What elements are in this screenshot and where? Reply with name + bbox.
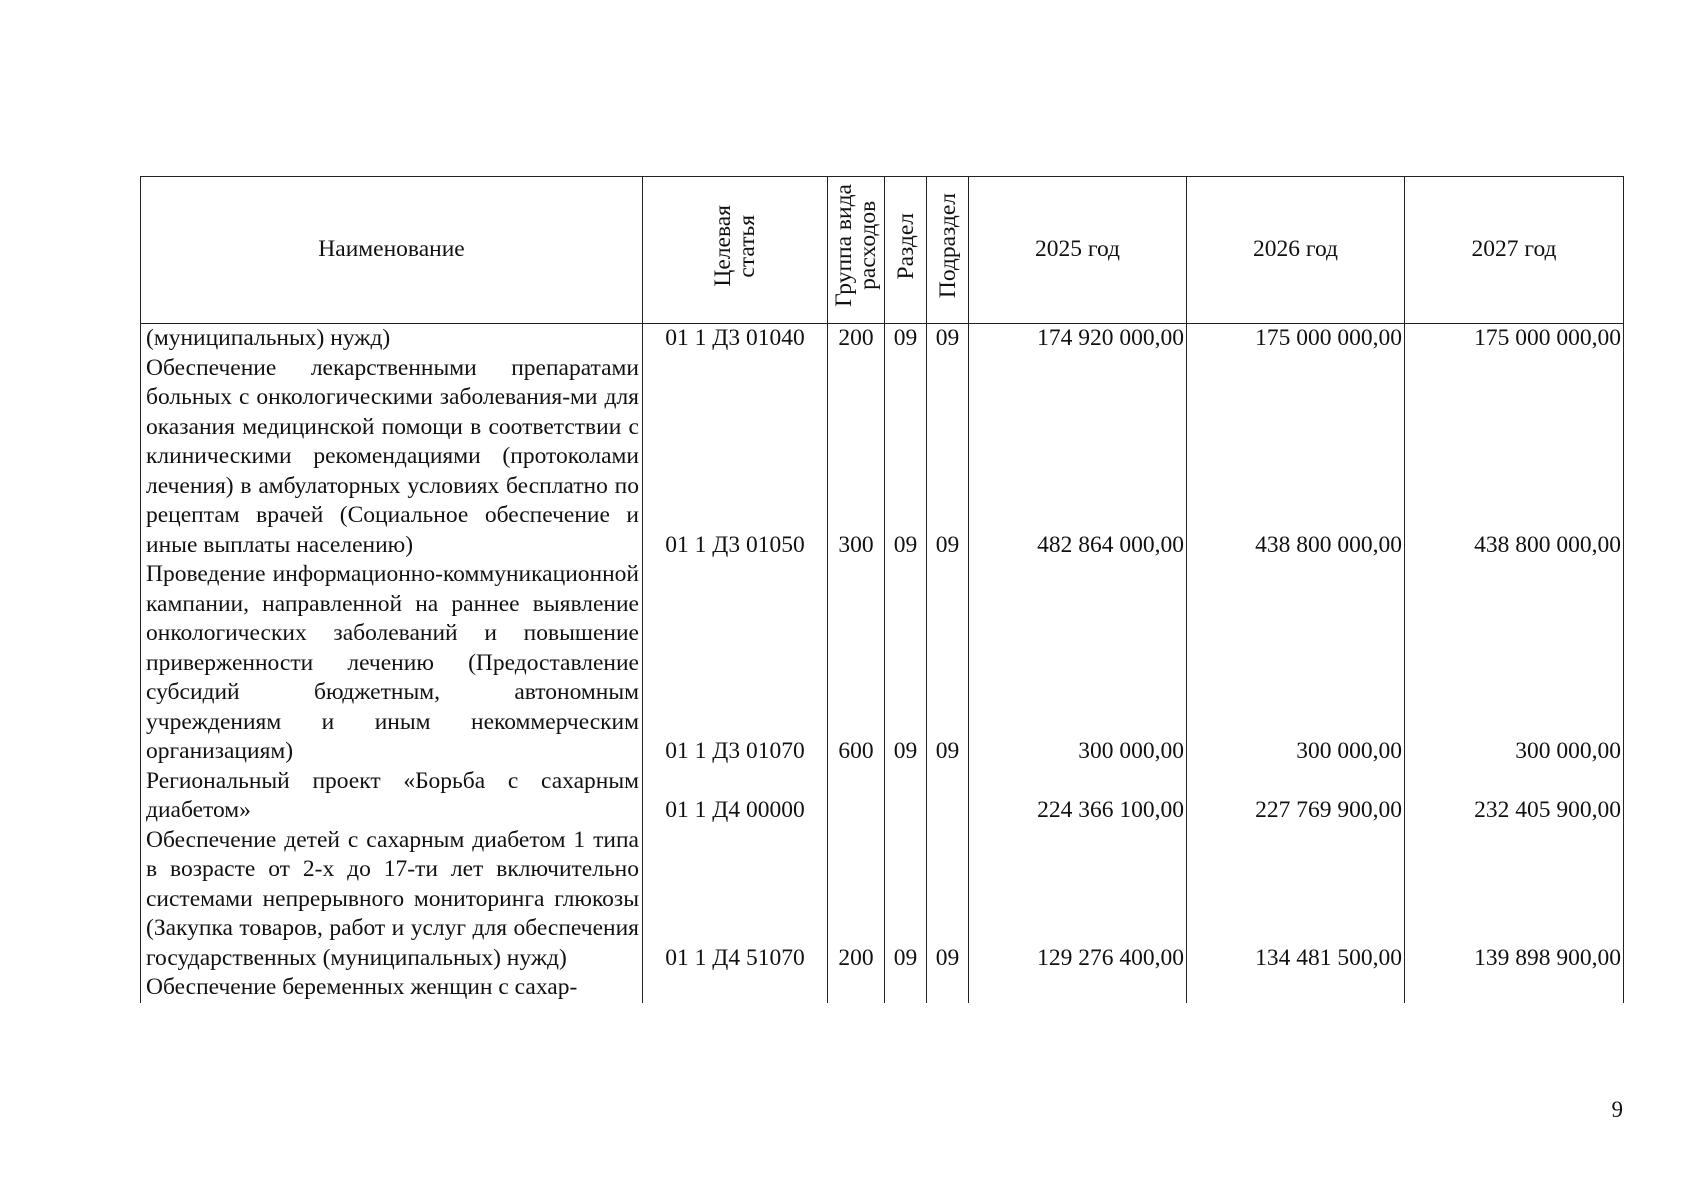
row-subsection: 09 (927, 560, 969, 767)
row-y2027: 438 800 000,00 (1405, 354, 1624, 561)
row-code: 01 1 Д3 01040 (643, 324, 828, 354)
row-section (885, 767, 927, 826)
row-group: 600 (828, 560, 885, 767)
table-row (141, 973, 1624, 1003)
row-y2025: 482 864 000,00 (969, 354, 1187, 561)
header-year-2026: 2026 год (1187, 177, 1405, 324)
table-row (141, 826, 1624, 974)
header-subsection: Подраздел (927, 177, 969, 324)
row-name: Обеспечение детей с сахарным диабетом 1 типа в возрасте от 2-х до 17-ти лет включительно системами непрерывного мониторинга глюкозы (Закупка товаров, работ и услуг для обеспечения государственных (муниципальных) нужд) (141, 826, 643, 974)
row-group: 200 (828, 826, 885, 974)
row-code: 01 1 Д4 00000 (643, 767, 828, 826)
row-section: 09 (885, 560, 927, 767)
row-group: 200 (828, 324, 885, 354)
table-header-row (141, 177, 1624, 324)
row-subsection: 09 (927, 354, 969, 561)
row-y2025: 174 920 000,00 (969, 324, 1187, 354)
row-y2025: 129 276 400,00 (969, 826, 1187, 974)
row-name: Региональный проект «Борьба с сахарным диабетом» (141, 767, 643, 826)
row-y2026: 227 769 900,00 (1187, 767, 1405, 826)
row-section: 09 (885, 324, 927, 354)
row-code (643, 973, 828, 1003)
row-name: Обеспечение лекарственными препаратами больных с онкологическими заболевания-ми для оказания медицинской помощи в соответствии с клиническими рекомендациями (протоколами лечения) в амбулаторных условиях бесплатно по рецептам врачей (Социальное обеспечение и иные выплаты населению) (141, 354, 643, 561)
header-year-2027: 2027 год (1405, 177, 1624, 324)
header-section: Раздел (885, 177, 927, 324)
row-group (828, 973, 885, 1003)
row-y2026: 438 800 000,00 (1187, 354, 1405, 561)
row-subsection (927, 767, 969, 826)
row-y2027: 232 405 900,00 (1405, 767, 1624, 826)
header-target-article: Целевая статья (643, 177, 828, 324)
row-subsection: 09 (927, 324, 969, 354)
page-number: 9 (1611, 1097, 1623, 1122)
table-row (141, 560, 1624, 767)
row-name: (муниципальных) нужд) (141, 324, 643, 354)
row-group (828, 767, 885, 826)
table-row (141, 354, 1624, 561)
row-name: Обеспечение беременных женщин с сахар- (141, 973, 643, 1003)
row-code: 01 1 Д4 51070 (643, 826, 828, 974)
row-subsection (927, 973, 969, 1003)
row-code: 01 1 Д3 01050 (643, 354, 828, 561)
row-section: 09 (885, 826, 927, 974)
row-y2027: 139 898 900,00 (1405, 826, 1624, 974)
row-section: 09 (885, 354, 927, 561)
row-y2026 (1187, 973, 1405, 1003)
header-year-2025: 2025 год (969, 177, 1187, 324)
row-y2026: 300 000,00 (1187, 560, 1405, 767)
row-y2026: 134 481 500,00 (1187, 826, 1405, 974)
table-row (141, 324, 1624, 354)
budget-table (140, 176, 1624, 1003)
row-section (885, 973, 927, 1003)
row-code: 01 1 Д3 01070 (643, 560, 828, 767)
table-row (141, 767, 1624, 826)
row-y2027: 300 000,00 (1405, 560, 1624, 767)
header-expense-group: Группа вида расходов (828, 177, 885, 324)
row-group: 300 (828, 354, 885, 561)
row-subsection: 09 (927, 826, 969, 974)
row-y2026: 175 000 000,00 (1187, 324, 1405, 354)
row-y2027: 175 000 000,00 (1405, 324, 1624, 354)
row-y2025: 224 366 100,00 (969, 767, 1187, 826)
row-y2025: 300 000,00 (969, 560, 1187, 767)
row-y2027 (1405, 973, 1624, 1003)
row-y2025 (969, 973, 1187, 1003)
row-name: Проведение информационно-коммуникационной кампании, направленной на раннее выявление онкологических заболеваний и повышение приверженности лечению (Предоставление субсидий бюджетным, автономным учреждениям и иным некоммерческим организациям) (141, 560, 643, 767)
header-name: Наименование (141, 177, 643, 324)
